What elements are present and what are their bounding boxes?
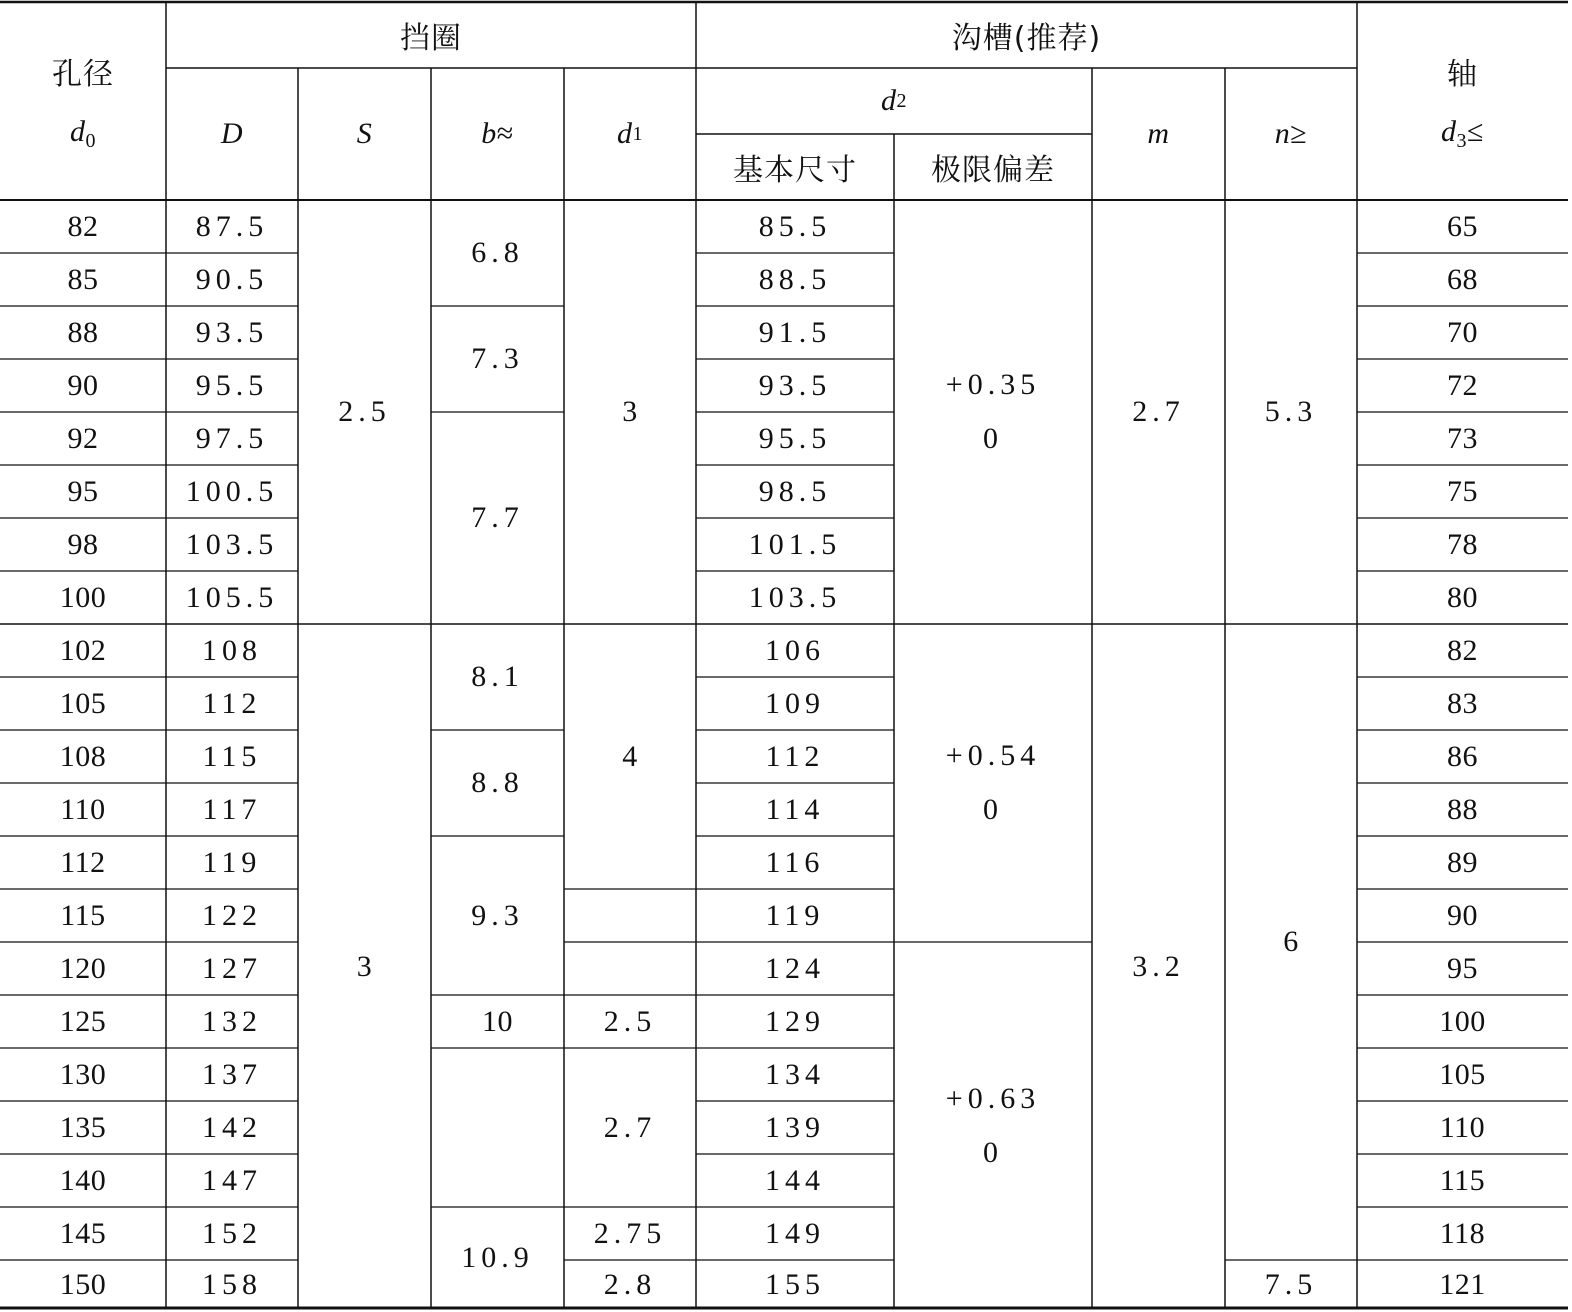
S-value: 2.5 xyxy=(338,395,391,428)
cell-D: 97.5 xyxy=(195,421,269,455)
header-bore-diameter xyxy=(0,2,166,200)
cell-d2: 116 xyxy=(765,845,825,879)
cell-D: 152 xyxy=(202,1216,262,1250)
cell-d0: 82 xyxy=(67,209,99,243)
deviation-lower: 0 xyxy=(983,1135,1003,1169)
cell-d2: 95.5 xyxy=(758,421,832,455)
d1-value: 4 xyxy=(622,739,638,773)
header-retaining-ring: 挡圈 xyxy=(400,21,462,56)
header-shaft-label: 轴 xyxy=(1447,57,1478,92)
cell-d0: 85 xyxy=(67,262,99,296)
cell-d0: 108 xyxy=(59,739,107,773)
cell-d2: 129 xyxy=(765,1004,825,1038)
S-value: 3 xyxy=(356,949,373,983)
cell-d0: 125 xyxy=(59,1004,107,1038)
cell-D: 127 xyxy=(202,951,262,985)
b-value: 8.8 xyxy=(471,766,524,799)
cell-D: 132 xyxy=(202,1004,262,1038)
cell-d3: 78 xyxy=(1447,527,1478,561)
cell-d3: 83 xyxy=(1447,686,1478,720)
cell-D: 158 xyxy=(202,1267,262,1301)
cell-D: 119 xyxy=(202,845,262,879)
header-n-min: n ≥ xyxy=(1274,117,1308,150)
cell-d0: 98 xyxy=(67,527,99,561)
b-value: 10 xyxy=(482,1004,513,1038)
b-value: 9.3 xyxy=(471,898,524,932)
cell-d0: 95 xyxy=(67,474,99,508)
d1-value: 2.5 xyxy=(603,1004,657,1038)
cell-d0: 130 xyxy=(59,1057,107,1091)
header-shaft-symbol: $d_3\le$ xyxy=(1441,115,1484,152)
cell-d3: 105 xyxy=(1439,1057,1486,1091)
cell-d0: 102 xyxy=(59,633,107,667)
cell-d2: 91.5 xyxy=(758,315,832,349)
cell-d2: 98.5 xyxy=(758,474,832,508)
cell-D: 100.5 xyxy=(185,474,279,508)
header-d2: d 2 xyxy=(881,84,907,117)
cell-d2: 101.5 xyxy=(748,527,842,561)
cell-d3: 72 xyxy=(1447,368,1478,402)
cell-D: 95.5 xyxy=(195,368,269,402)
b-value: 7.3 xyxy=(471,342,524,375)
header-b-approx: b ≈ xyxy=(481,117,514,150)
cell-d3: 118 xyxy=(1439,1216,1486,1250)
cell-d3: 65 xyxy=(1447,209,1478,243)
header-m: m xyxy=(1147,117,1170,150)
n-value: 7.5 xyxy=(1264,1267,1318,1301)
header-bore-symbol: $d_0$ xyxy=(70,115,96,152)
cell-d0: 110 xyxy=(60,792,106,826)
cell-D: 115 xyxy=(202,739,262,773)
cell-D: 93.5 xyxy=(195,315,269,349)
cell-d3: 115 xyxy=(1439,1163,1486,1197)
cell-d3: 89 xyxy=(1447,845,1478,879)
deviation-value xyxy=(894,942,1092,1309)
cell-d0: 135 xyxy=(59,1110,107,1144)
cell-d2: 134 xyxy=(765,1057,825,1091)
n-value: 6 xyxy=(1283,925,1299,958)
cell-d3: 90 xyxy=(1447,898,1478,932)
cell-d3: 86 xyxy=(1447,739,1478,773)
cell-d0: 90 xyxy=(67,368,99,402)
deviation-lower: 0 xyxy=(983,793,1003,826)
header-groove-recommended: 沟槽(推荐) xyxy=(951,21,1102,56)
header-d1: d 1 xyxy=(617,117,643,150)
m-value: 2.7 xyxy=(1132,395,1185,428)
cell-d0: 88 xyxy=(67,315,99,349)
cell-d0: 105 xyxy=(59,686,107,720)
header-limit-deviation: 极限偏差 xyxy=(931,153,1055,188)
cell-d2: 93.5 xyxy=(758,368,832,402)
cell-D: 117 xyxy=(202,792,262,826)
cell-d3: 82 xyxy=(1447,633,1478,667)
cell-d3: 70 xyxy=(1447,315,1478,349)
cell-D: 108 xyxy=(202,633,262,667)
cell-d3: 68 xyxy=(1447,262,1478,296)
cell-D: 137 xyxy=(202,1057,262,1091)
cell-d2: 85.5 xyxy=(758,209,832,243)
cell-D: 112 xyxy=(202,686,262,720)
cell-D: 90.5 xyxy=(195,262,269,296)
cell-d0: 120 xyxy=(59,951,107,985)
cell-d0: 112 xyxy=(60,845,106,879)
cell-d2: 124 xyxy=(765,951,825,985)
cell-d0: 150 xyxy=(59,1267,107,1301)
deviation-upper: +0.54 xyxy=(945,739,1041,772)
d1-value: 2.8 xyxy=(603,1267,657,1301)
deviation-lower: 0 xyxy=(983,422,1003,455)
n-value: 5.3 xyxy=(1264,395,1318,428)
cell-d3: 100 xyxy=(1439,1004,1486,1038)
cell-d2: 106 xyxy=(765,633,825,667)
header-basic-size: 基本尺寸 xyxy=(733,153,857,188)
cell-d3: 80 xyxy=(1447,580,1478,614)
cell-d2: 119 xyxy=(765,898,825,932)
cell-d2: 155 xyxy=(765,1267,825,1301)
header-D: D xyxy=(220,117,244,150)
cell-d2: 88.5 xyxy=(758,262,832,296)
cell-D: 142 xyxy=(202,1110,262,1144)
b-value: 10.9 xyxy=(461,1241,534,1274)
b-value: 7.7 xyxy=(471,501,524,534)
header-S: S xyxy=(356,117,373,150)
cell-d3: 121 xyxy=(1439,1267,1486,1301)
cell-d2: 149 xyxy=(765,1216,825,1250)
d1-value: 2.7 xyxy=(603,1110,657,1144)
cell-d3: 88 xyxy=(1447,792,1478,826)
header-shaft-diameter xyxy=(1357,2,1568,200)
cell-d3: 75 xyxy=(1447,474,1478,508)
m-value: 3.2 xyxy=(1132,949,1185,983)
d1-value: 2.75 xyxy=(593,1216,667,1250)
deviation-value xyxy=(894,200,1092,624)
cell-D: 87.5 xyxy=(195,209,269,243)
b-value: 8.1 xyxy=(471,660,524,693)
b-value: 6.8 xyxy=(471,236,524,269)
header-bore-label: 孔径 xyxy=(52,57,114,92)
cell-d0: 115 xyxy=(60,898,106,932)
deviation-upper: +0.35 xyxy=(945,368,1041,401)
d1-value: 3 xyxy=(622,395,638,428)
cell-d2: 112 xyxy=(765,739,825,773)
cell-D: 122 xyxy=(202,898,262,932)
cell-d2: 144 xyxy=(765,1163,825,1197)
cell-D: 147 xyxy=(202,1163,262,1197)
cell-d3: 110 xyxy=(1439,1110,1486,1144)
cell-d2: 103.5 xyxy=(748,580,842,614)
cell-d0: 140 xyxy=(59,1163,107,1197)
cell-d2: 139 xyxy=(765,1110,825,1144)
cell-d3: 73 xyxy=(1447,421,1478,455)
deviation-value xyxy=(894,624,1092,942)
cell-D: 105.5 xyxy=(185,580,279,614)
cell-d0: 92 xyxy=(67,421,99,455)
cell-d3: 95 xyxy=(1447,951,1478,985)
cell-d0: 145 xyxy=(59,1216,107,1250)
cell-d2: 114 xyxy=(765,792,825,826)
deviation-upper: +0.63 xyxy=(945,1081,1041,1115)
cell-d0: 100 xyxy=(59,580,107,614)
cell-d2: 109 xyxy=(765,686,825,720)
cell-D: 103.5 xyxy=(185,527,279,561)
